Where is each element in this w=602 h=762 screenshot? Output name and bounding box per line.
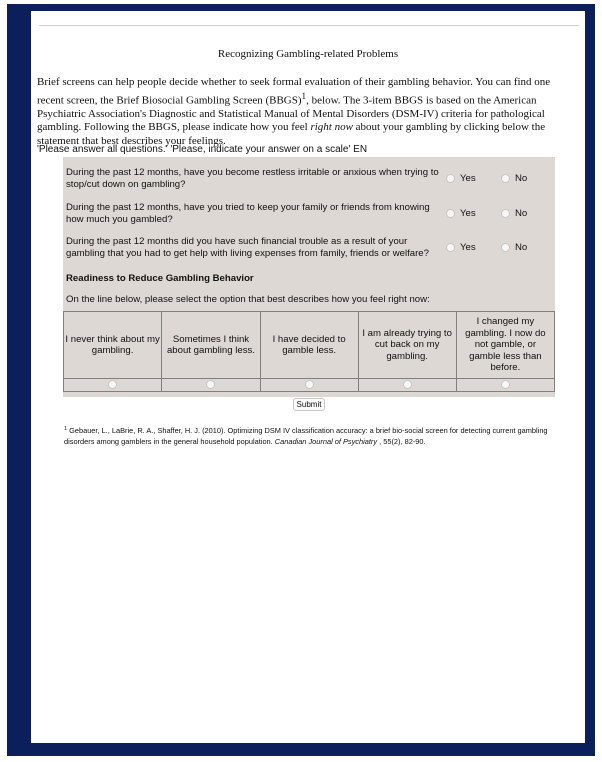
scale-option-4-cell[interactable] <box>358 379 456 392</box>
question-2-yes-option[interactable] <box>446 208 476 219</box>
scale-option-3-radio[interactable] <box>305 380 314 389</box>
scale-option-2-radio[interactable] <box>206 380 215 389</box>
question-2-no-option[interactable] <box>501 208 527 219</box>
question-3-yes-radio[interactable] <box>446 243 455 252</box>
intro-text-2: , below. The 3-item BBGS is based on the American Psychiatric Association's Diagnostic and Statistical Manual of Mental Disorders (DSM-IV) criteria for pathological gambling. Following the BBGS, please indicate how you feel <box>37 94 545 134</box>
question-text-3: During the past 12 months did you have such financial trouble as a result of your gambling that you had to get help with living expenses from family, friends or welfare? <box>66 236 429 259</box>
footnote-mark: 1 <box>64 426 68 432</box>
question-3-no-radio[interactable] <box>501 243 510 252</box>
scale-option-4-label: I am already trying to cut back on my gambling. <box>358 312 456 379</box>
scale-option-5-label: I changed my gambling. I now do not gamble, or gamble less than before. <box>456 312 554 379</box>
scale-labels-row <box>64 312 555 379</box>
scale-option-3-label: I have decided to gamble less. <box>260 312 358 379</box>
question-2-yes-radio[interactable] <box>446 209 455 218</box>
top-divider <box>39 25 579 26</box>
scale-option-5-cell[interactable] <box>456 379 554 392</box>
instructions-text: 'Please answer all questions.' 'Please, indicate your answer on a scale' EN <box>37 144 368 155</box>
submit-button[interactable]: Submit <box>293 398 325 411</box>
readiness-prompt: On the line below, please select the option that best describes how you feel right now: <box>66 294 430 305</box>
footnote-citation: Gebauer, L., LaBrie, R. A., Shaffer, H. J. (2010). Optimizing DSM IV classification accuracy: a brief bio-social screen for detecting current gambling disorders among gamblers in the general household population. <box>64 426 548 446</box>
intro-emphasis: right now <box>310 121 353 134</box>
questions-panel <box>63 157 555 397</box>
question-1-no-radio[interactable] <box>501 174 510 183</box>
question-2-no-label: No <box>515 208 528 219</box>
intro-text-3: about your gambling by clicking below the statement that best describes your feelings. <box>37 121 546 147</box>
survey-page <box>31 11 585 743</box>
scale-option-3-cell[interactable] <box>260 379 358 392</box>
scale-option-1-cell[interactable] <box>64 379 162 392</box>
question-3-yes-option[interactable] <box>446 242 476 253</box>
readiness-scale <box>63 311 555 392</box>
question-1-no-option[interactable] <box>501 173 527 184</box>
question-3-no-option[interactable] <box>501 242 527 253</box>
question-1-yes-label: Yes <box>460 173 476 184</box>
footnote-journal: Canadian Journal of Psychiatry <box>274 437 378 446</box>
intro-paragraph <box>37 76 579 148</box>
readiness-title: Readiness to Reduce Gambling Behavior <box>66 273 254 284</box>
question-text-2: During the past 12 months, have you tried to keep your family or friends from knowing how much you gambled? <box>66 202 430 225</box>
question-2-yes-label: Yes <box>460 208 476 219</box>
footnote <box>64 424 554 447</box>
question-1-no-label: No <box>515 173 528 184</box>
question-2-no-radio[interactable] <box>501 209 510 218</box>
question-row-3 <box>63 236 555 266</box>
question-1-yes-radio[interactable] <box>446 174 455 183</box>
footnote-pages: , 55(2), 82-90. <box>377 437 426 446</box>
page-frame <box>7 4 595 756</box>
intro-text-1: Brief screens can help people decide whether to seek formal evaluation of their gambling behavior. You can find one recent screen, the Brief Biosocial Gambling Screen (BBGS) <box>37 76 551 107</box>
question-text-1: During the past 12 months, have you become restless irritable or anxious when trying to stop/cut down on gambling? <box>66 167 439 190</box>
scale-option-1-radio[interactable] <box>108 380 117 389</box>
question-row-2 <box>63 202 555 232</box>
scale-option-5-radio[interactable] <box>501 380 510 389</box>
page-title: Recognizing Gambling-related Problems <box>217 48 399 60</box>
scale-option-2-label: Sometimes I think about gambling less. <box>162 312 261 379</box>
question-1-yes-option[interactable] <box>446 173 476 184</box>
scale-option-4-radio[interactable] <box>403 380 412 389</box>
scale-option-2-cell[interactable] <box>162 379 261 392</box>
question-3-no-label: No <box>515 242 528 253</box>
intro-footnote-mark: 1 <box>301 90 307 101</box>
question-3-yes-label: Yes <box>460 242 476 253</box>
scale-radios-row <box>64 379 555 392</box>
question-row-1 <box>63 167 555 197</box>
scale-option-1-label: I never think about my gambling. <box>64 312 162 379</box>
